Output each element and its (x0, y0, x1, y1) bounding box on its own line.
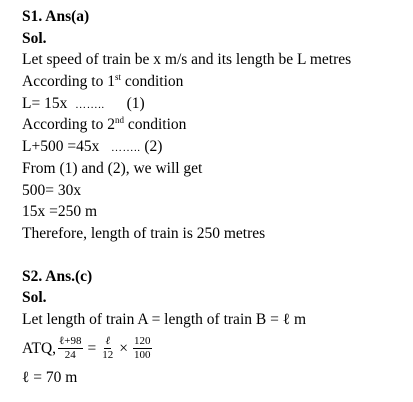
s1-line-2 (22, 71, 407, 93)
s1-dots-2: …….. (110, 142, 141, 155)
solution-content (22, 6, 407, 388)
s1-line-8: 15x =250 m (22, 203, 98, 221)
s2-line-1: Let length of train A = length of train B = ℓ m (22, 310, 307, 328)
fraction-3 (133, 335, 152, 362)
times-sign: × (119, 339, 128, 357)
equals-sign: = (87, 339, 97, 357)
s2-sol-label: Sol. (22, 289, 47, 307)
s1-dots-1: …….. (75, 98, 105, 111)
fraction-1 (58, 335, 82, 362)
s2-heading: S2. Ans.(c) (22, 267, 93, 285)
s1-line-7: 500= 30x (22, 181, 82, 199)
s1-line-9: Therefore, length of train is 250 metres (22, 224, 266, 242)
s2-atq-label: ATQ, (22, 339, 57, 357)
s1-ref-1: (1) (126, 94, 145, 112)
s1-equation-2: L+500 =45x (22, 138, 111, 156)
fraction-3-numerator: 120 (134, 335, 151, 348)
fraction-2 (101, 335, 114, 362)
fraction-2-numerator: ℓ (105, 335, 111, 348)
s1-line-4 (22, 114, 407, 136)
s2-atq-equation (22, 331, 407, 367)
s1-heading: S1. Ans(a) (22, 8, 90, 25)
s1-line-4-sup: nd (114, 115, 124, 126)
s2-result: ℓ = 70 m (22, 368, 78, 386)
fraction-3-denominator: 100 (134, 349, 151, 362)
section-gap (22, 245, 407, 266)
s1-line-4-tail: condition (123, 116, 187, 134)
s1-line-2-text: According to 1 (22, 73, 115, 91)
fraction-2-denominator: 12 (102, 349, 114, 362)
s1-line-5 (22, 136, 407, 158)
s1-line-4-text: According to 2 (22, 116, 115, 134)
s1-line-6: From (1) and (2), we will get (22, 159, 203, 177)
s1-line-2-sup: st (114, 72, 121, 83)
s1-line-2-tail: condition (121, 73, 184, 91)
s1-equation-1: L= 15x (22, 94, 76, 112)
s1-line-1: Let speed of train be x m/s and its length be L metres (22, 51, 352, 69)
fraction-1-numerator: ℓ+98 (59, 335, 82, 348)
fraction-1-denominator: 24 (64, 349, 76, 362)
s1-ref-2: (2) (140, 138, 163, 156)
s1-sol-label: Sol. (22, 29, 47, 47)
s1-line-3 (22, 93, 407, 115)
